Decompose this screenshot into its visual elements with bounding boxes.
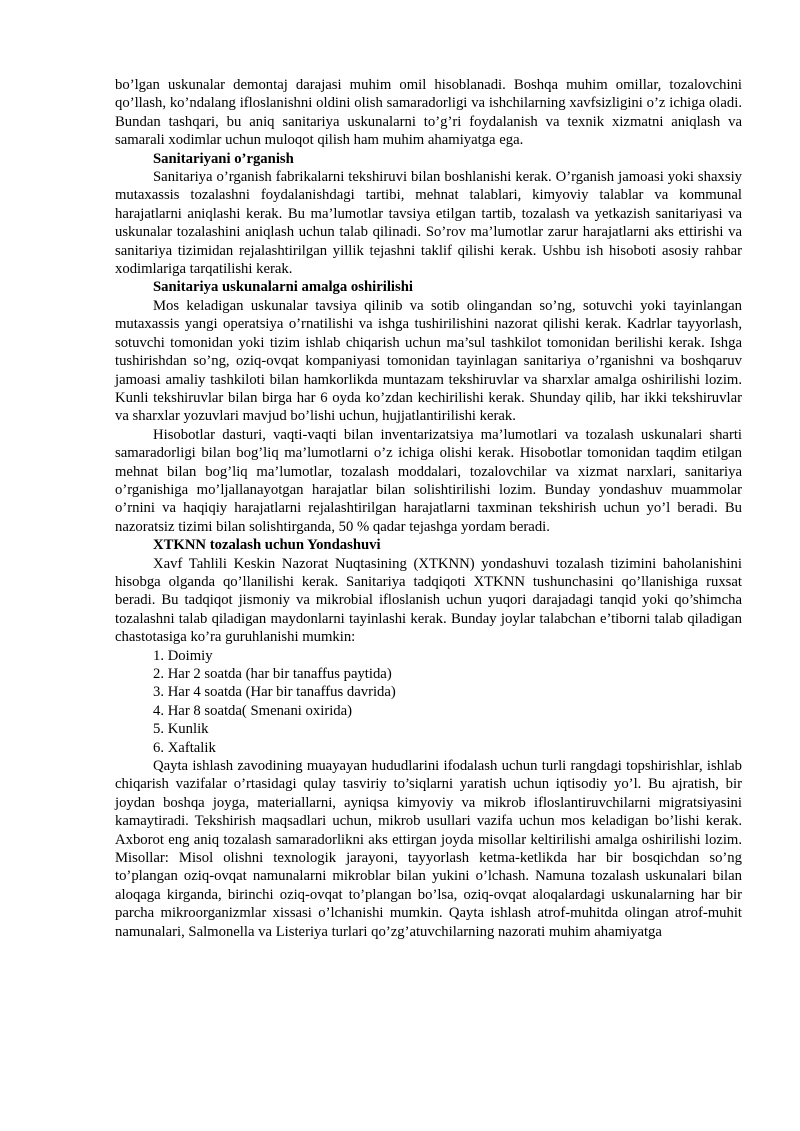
document-page [115, 76, 742, 941]
frequency-list [115, 647, 742, 757]
list-item: 6. Xaftalik [153, 739, 216, 756]
paragraph-intro: bo’lgan uskunalar demontaj darajasi muhim omil hisoblanadi. Boshqa muhim omillar, tozalovchini qo’llash, ko’ndalang ifloslanishni oldini olish samaradorligi va ishchilarning xavfsizligini o’z ichiga oladi. Bundan tashqari, bu aniq sanitariya uskunalarni to’g’ri foydalanish va texnik xizmatni aniqlash va samarali xodimlar uchun muloqot qilish ham muhim ahamiyatga ega. [115, 77, 742, 149]
heading-haccp-approach: XTKNN tozalash uchun Yondashuvi [153, 537, 381, 554]
list-item: 3. Har 4 soatda (Har bir tanaffus davrida) [153, 684, 396, 701]
list-item: 4. Har 8 soatda( Smenani oxirida) [153, 702, 353, 719]
paragraph-haccp: Xavf Tahlili Keskin Nazorat Nuqtasining (XTKNN) yondashuvi tozalash tizimini baholanishini hisobga olganda qo’llanilishi kerak. Sanitariya tadqiqoti XTKNN tushunchasini qo’llanishiga ruxsat beradi. Bu tadqiqot jismoniy va mikrobial ifloslanish uchun yuqori darajadagi tanqid yoki qo’shimcha tozalashni talab qiladigan maydonlarni tayinlashi kerak. Bunday joylar talabchan e’tiborni talab qiladigan chastotasiga ko’ra guruhlanishi mumkin: [115, 555, 742, 646]
paragraph-equipment-installation: Mos keladigan uskunalar tavsiya qilinib va sotib olingandan so’ng, sotuvchi yoki tayinlangan mutaxassis yangi operatsiya o’rnatilishi va ishga tushirilishini nazorat qilishi kerak. Kadrlar tayyorlash, sotuvchi tomonidan yoki tizim ishlab chiqarish uchun ma’sul tashkilot tomonidan berilishi kerak. Ishga tushirishdan so’ng, oziq-ovqat kompaniyasi tomonidan tayinlagan sanitariya o’rganishni va boshqaruv jamoasi amaliy tashkiloti bilan hamkorlikda muntazam tekshiruvlar va sharxlar amalga oshirilishi lozim. Kunli tekshiruvlar bilan birga har 6 oyda ko’zdan kechirilishi kerak. Shunday qilib, har ikki tekshiruvlar va sharxlar yozuvlari mavjud bo’lishi uchun, hujjatlantirilishi kerak. [115, 297, 742, 425]
list-item: 2. Har 2 soatda (har bir tanaffus paytida) [153, 666, 392, 682]
heading-sanitary-study: Sanitariyani o’rganish [153, 150, 294, 167]
heading-equipment-implementation: Sanitariya uskunalarni amalga oshirilishi [153, 279, 413, 296]
list-item: 1. Doimiy [153, 647, 213, 664]
paragraph-reports-program: Hisobotlar dasturi, vaqti-vaqti bilan inventarizatsiya ma’lumotlari va tozalash uskunalari sharti samaradorligi bilan bog’liq ma’lumotlarni o’z ichiga olishi kerak. Hisobotlar tomonidan taqdim etilgan mehnat bilan bog’liq ma’lumotlar, tozalash moddalari, tozalovchilar va xizmat narxlari, sanitariya o’rganishiga mo’ljallanayotgan harajatlar bilan solishtirilishi lozim. Bunday yondashuv muammolar o’rnini va haqiqiy harajatlarni rejalashtirilgan harajatlarni taxminan tekshirish uchun yo’l beradi. Bu nazoratsiz tizimi bilan solishtirganda, 50 % qadar tejashga yordam beradi. [115, 426, 742, 535]
paragraph-sanitary-study: Sanitariya o’rganish fabrikalarni tekshiruvi bilan boshlanishi kerak. O’rganish jamoasi yoki shaxsiy mutaxassis tozalashni foydalanishdagi tartibi, mehnat talablari, kimyoviy talablar va kommunal harajatlarni aniqlashi kerak. Bu ma’lumotlar tavsiya etilgan tartib, tozalash va yetkazish sanitariyasi va uskunalar tozalashini aniqlash uchun talab qilinadi. So’rov ma’lumotlar zarur harajatlarni aks ettirishi va sanitariya tizimidan rejalashtirilgan yillik tejashni taklif qilishi kerak. Ushbu ish hisoboti asosiy rahbar xodimlariga tarqatilishi kerak. [115, 169, 742, 278]
list-item: 5. Kunlik [153, 721, 209, 738]
paragraph-processing-plant: Qayta ishlash zavodining muayayan hududlarini ifodalash uchun turli rangdagi topshirishlar, ishlab chiqarish vazifalar o’rtasidagi qulay tasviriy to’siqlarni yaratish uchun iqtisodiy yo’l. Bu ajratish, bir joydan boshqa joyga, materiallarni, ayniqsa kimyoviy va mikrob ifloslantiruvchilarni migratsiyasini kamaytiradi. Tekshirish maqsadlari uchun, mikrob usullari vazifa uchun mos keladigan bo’lishi kerak. Axborot eng aniq tozalash samaradorlikni aks ettirgan joyda misollar keltirilishi amalga oshirilishi lozim. Misollar: Misol olishni texnologik jarayoni, tayyorlash ketma-ketlikda har bir bosqichdan so’ng to’plangan oziq-ovqat namunalarni mikroblar bilan yukini o’lchash. Namuna tozalash uskunalari bilan aloqaga kirganda, birinchi oziq-ovqat to’plangan bo’lsa, oziq-ovqat aloqalardagi uskunalarning har bir parcha mikroorganizmlar xissasi o’lchanishi mumkin. Qayta ishlash atrof-muhitda olingan atrof-muhit namunalari, Salmonella va Listeriya turlari qo’zg’atuvchilarning nazorati muhim ahamiyatga [115, 758, 742, 940]
